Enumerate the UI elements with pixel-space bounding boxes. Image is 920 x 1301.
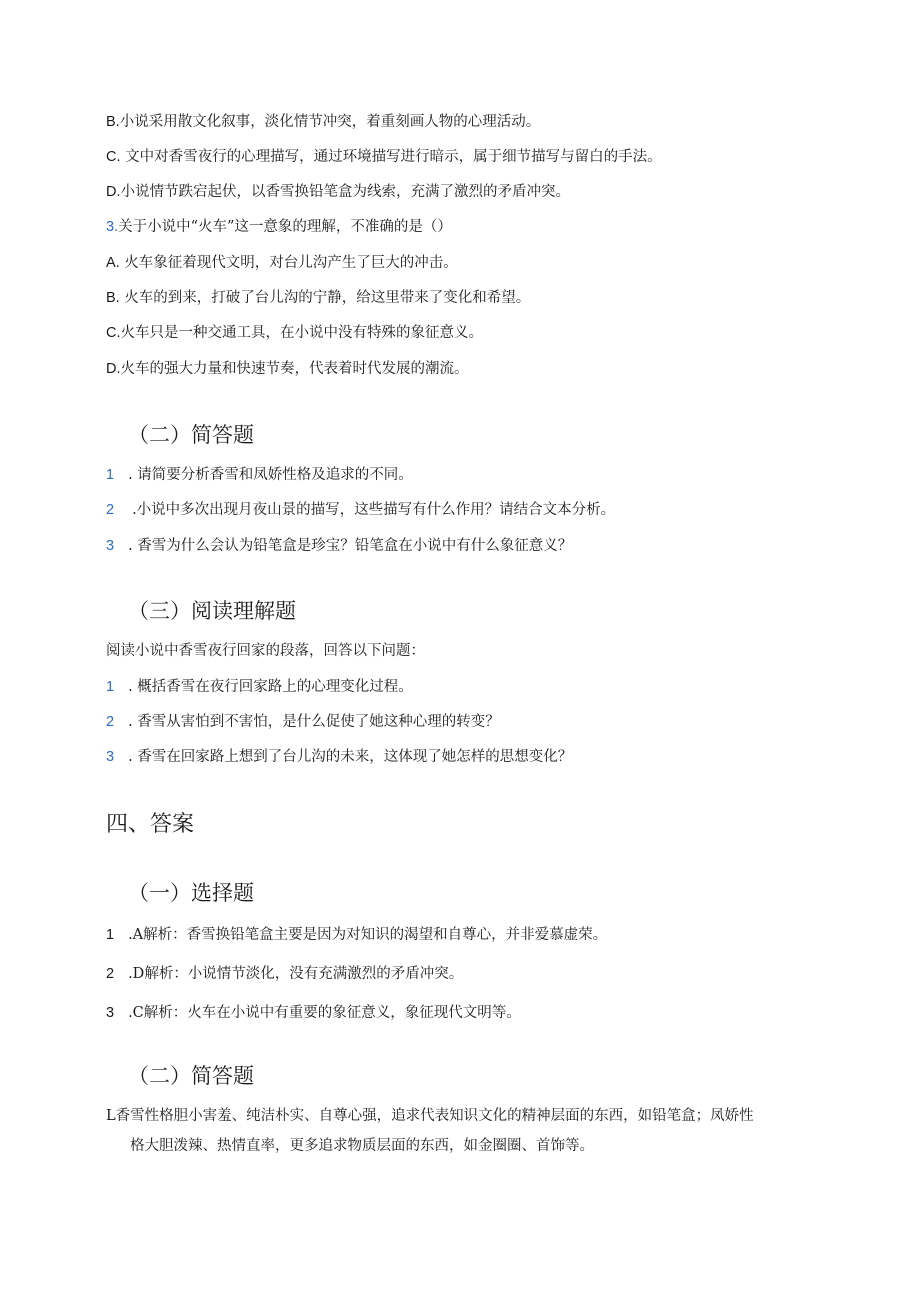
answer-line: 格大胆泼辣、热情直率，更多追求物质层面的东西，如金圈圈、首饰等。 [130,1138,594,1154]
option-text: 火车的强大力量和快速节奏，代表着时代发展的潮流。 [120,361,469,377]
option-letter: D. [106,184,121,200]
option-letter: B. [106,114,120,130]
item-text: . 香雪在回家路上想到了台儿沟的未来，这体现了她怎样的思想变化？ [128,749,573,765]
option-text: 小说情节跌宕起伏，以香雪换铅笔盒为线索，充满了激烈的矛盾冲突。 [120,184,570,200]
answer-item [106,925,607,945]
short-answer-item [106,536,572,556]
question-3 [106,217,452,237]
answers-short-heading: （二）简答题 [128,1064,254,1088]
option-text: 火车象征着现代文明，对台儿沟产生了巨大的冲击。 [119,255,458,271]
option-text: 小说采用散文化叙事，淡化情节冲突，着重刻画人物的心理活动。 [119,114,541,130]
option-text: 文中对香雪夜行的心理描写，通过环境描写进行暗示，属于细节描写与留白的手法。 [120,149,662,165]
question-number: 3. [106,219,119,235]
q2-option-c [106,147,662,167]
answers-heading: 四、答案 [106,812,195,837]
option-letter: B. [106,290,120,306]
answer-text: .A解析：香雪换铅笔盒主要是因为对知识的渴望和自尊心，并非爱慕虚荣。 [128,927,608,943]
item-text: . 概括香雪在夜行回家路上的心理变化过程。 [128,679,413,695]
answer-text: .C解析：火车在小说中有重要的象征意义，象征现代文明等。 [128,1005,521,1021]
question-text: 关于小说中“火车”这一意象的理解，不准确的是（） [118,219,452,235]
short-answer-item [106,500,615,520]
option-letter: D. [106,361,121,377]
answer-item [106,964,463,984]
item-number: 2 [106,502,115,518]
reading-intro: 阅读小说中香雪夜行回家的段落，回答以下问题： [106,643,425,659]
item-text: .小说中多次出现月夜山景的描写，这些描写有什么作用？请结合文本分析。 [132,502,616,518]
item-text: . 香雪为什么会认为铅笔盒是珍宝？铅笔盒在小说中有什么象征意义？ [128,538,573,554]
option-text: 火车的到来，打破了台儿沟的宁静，给这里带来了变化和希望。 [119,290,531,306]
q3-option-d [106,359,469,379]
item-text: . 香雪从害怕到不害怕，是什么促使了她这种心理的转变？ [128,714,500,730]
q3-option-a [106,253,458,273]
item-number: 3 [106,538,115,554]
section-heading-reading: （三）阅读理解题 [128,599,296,623]
answer-number: 3 [106,1005,115,1021]
q3-option-b [106,288,530,308]
short-answer-1 [106,1101,806,1161]
q3-option-c [106,323,483,343]
option-text: 火车只是一种交通工具，在小说中没有特殊的象征意义。 [120,325,483,341]
item-number: 3 [106,749,115,765]
answer-item [106,1003,521,1023]
item-text: . 请简要分析香雪和凤娇性格及追求的不同。 [128,467,413,483]
answers-choice-heading: （一）选择题 [128,881,254,905]
reading-item [106,747,572,767]
answer-number: 1 [106,927,115,943]
section-heading-short-answer: （二）简答题 [128,423,254,447]
option-letter: C. [106,325,121,341]
answer-number: 2 [106,966,115,982]
reading-item [106,677,413,697]
q2-option-d [106,182,570,202]
short-answer-item [106,465,413,485]
q2-option-b [106,112,540,132]
item-number: 2 [106,714,115,730]
reading-item [106,712,500,732]
option-letter: C. [106,149,121,165]
answer-text: .D解析：小说情节淡化，没有充满激烈的矛盾冲突。 [128,966,464,982]
item-number: 1 [106,467,115,483]
answer-line: L香雪性格胆小害羞、纯洁朴实、自尊心强，追求代表知识文化的精神层面的东西，如铅笔盒；凤娇性 [106,1108,754,1124]
item-number: 1 [106,679,115,695]
option-letter: A. [106,255,120,271]
